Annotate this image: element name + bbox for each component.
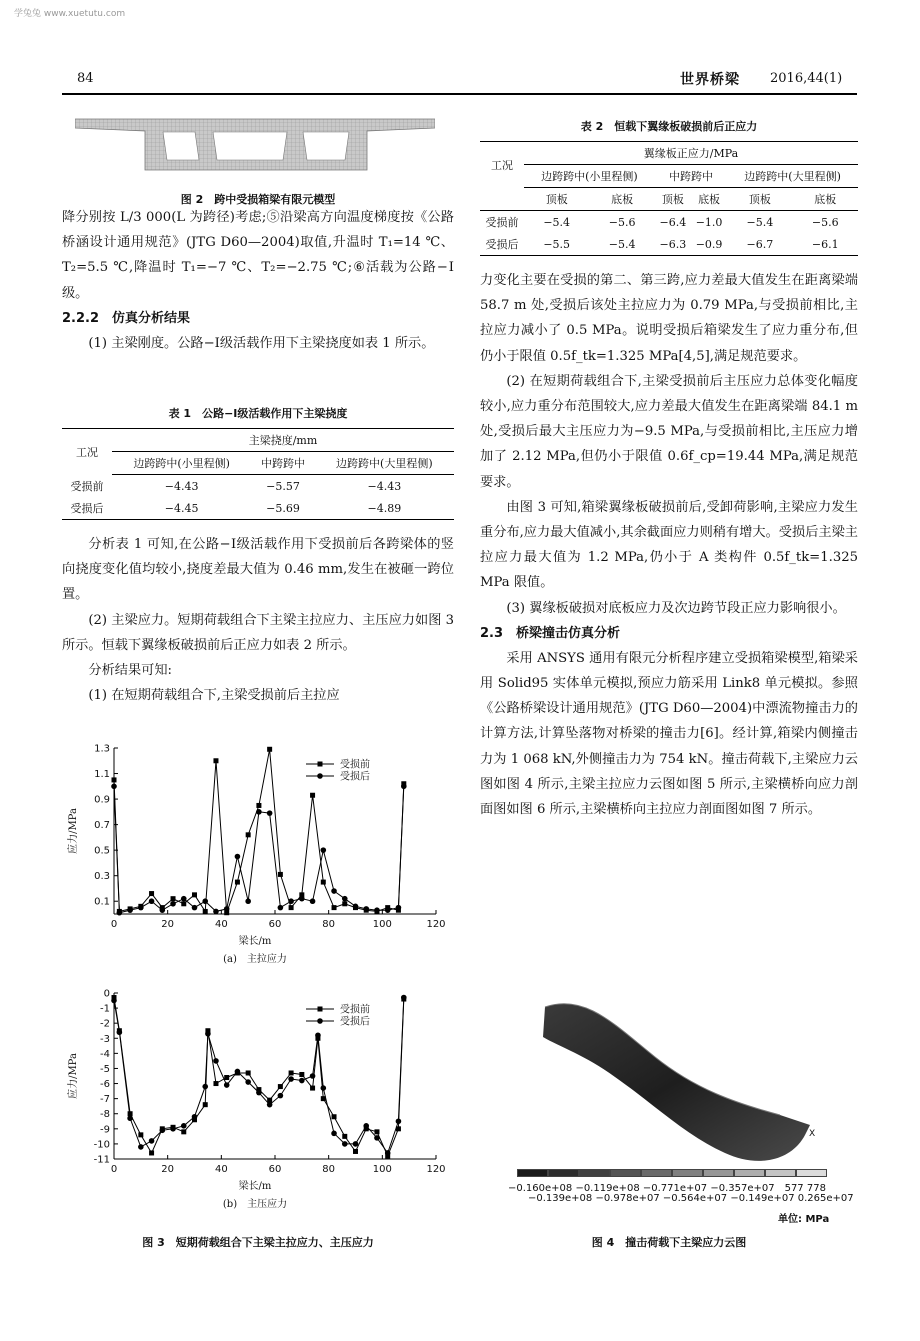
data-point (192, 1114, 198, 1120)
data-point (181, 1129, 186, 1134)
data-point (111, 998, 117, 1004)
left-text-block-1 (62, 205, 454, 356)
data-point (149, 891, 154, 896)
data-point (205, 1031, 211, 1037)
paragraph-table1-analysis: 分析表 1 可知,在公路−Ⅰ级活载作用下受损前后各跨梁体的竖向挠度变化值均较小,挠度差最大值为 0.46 mm,发生在被砸一跨位置。 (62, 537, 454, 603)
legend-marker (318, 762, 323, 767)
data-point (181, 896, 187, 902)
section-2-3-heading: 2.3 桥梁撞击仿真分析 (480, 625, 621, 641)
y-tick-label: 0.5 (94, 845, 110, 857)
section-2-2-2-heading: 2.2.2 仿真分析结果 (62, 310, 191, 326)
data-point (149, 1138, 155, 1144)
legend-label: 受损后 (340, 771, 370, 783)
stress-contour-figure (505, 985, 835, 1175)
data-point (224, 906, 230, 912)
scale-swatch (765, 1169, 796, 1177)
table-cell: −5.4 (589, 233, 654, 256)
page-number: 84 (77, 71, 94, 86)
x-tick-label: 60 (268, 919, 282, 930)
chart-principal-tension (62, 740, 454, 980)
x-tick-label: 120 (426, 1164, 446, 1175)
girder-contour-illustration (505, 985, 835, 1175)
y-tick-label: 0.7 (94, 820, 110, 832)
y-tick-label: -4 (100, 1048, 110, 1060)
table1-col: 中跨跨中 (251, 452, 314, 475)
data-point (127, 1115, 133, 1121)
table-row (480, 233, 858, 256)
scale-swatch (610, 1169, 641, 1177)
data-point (288, 898, 294, 904)
table2-group-header: 翼缘板正应力/MPa (524, 142, 858, 165)
scale-swatch (672, 1169, 703, 1177)
y-tick-label: 0.3 (94, 871, 110, 883)
data-point (288, 1076, 294, 1082)
data-point (181, 901, 186, 906)
data-point (396, 905, 402, 911)
data-point (160, 1128, 166, 1134)
table1-group-header: 主梁挠度/mm (112, 429, 454, 452)
x-tick-label: 120 (426, 919, 446, 930)
paragraph-redistribution: 由图 3 可知,箱梁翼缘板破损前后,受卸荷影响,主梁应力发生重分布,应力最大值减小,其余截面应力则稍有增大。受损后主梁主拉应力最大值为 1.2 MPa,仍小于 A 类构件 0.5f_tk=1.325 MPa 限值。 (480, 499, 858, 591)
y-tick-label: -10 (93, 1139, 110, 1151)
table-cell: −6.7 (727, 233, 792, 256)
data-point (138, 1132, 143, 1137)
y-tick-label: 1.1 (94, 769, 110, 781)
table2 (480, 141, 858, 256)
legend-label: 受损后 (340, 1016, 370, 1028)
data-point (127, 907, 133, 913)
y-tick-label: -11 (93, 1154, 110, 1166)
data-point (235, 880, 240, 885)
data-point (289, 905, 294, 910)
data-point (310, 1073, 316, 1079)
table-cell: −1.0 (695, 215, 723, 229)
data-point (224, 1075, 229, 1080)
data-point (310, 1086, 315, 1091)
fe-model-figure (75, 114, 435, 176)
y-tick-label: 0.9 (94, 794, 110, 806)
scale-labels-row1: −0.160e+08 −0.119e+08 −0.771e+07 −0.357e+07 577 778 (508, 1183, 826, 1194)
x-tick-label: 40 (214, 919, 228, 930)
table1-col: 边跨跨中(大里程侧) (315, 452, 454, 475)
table-cell: −4.43 (367, 479, 402, 493)
data-point (363, 906, 369, 912)
data-point (117, 1029, 123, 1035)
data-point (342, 901, 347, 906)
box-girder-section-illustration (75, 114, 435, 176)
data-point (315, 1032, 321, 1038)
data-point (267, 747, 272, 752)
data-point (310, 898, 316, 904)
data-point (331, 1131, 337, 1137)
table2-col-case: 工况 (480, 142, 524, 188)
y-tick-label: -2 (100, 1018, 110, 1030)
x-tick-label: 20 (161, 1164, 175, 1175)
data-point (202, 898, 208, 904)
scale-swatch (641, 1169, 672, 1177)
data-point (385, 1150, 391, 1156)
fig4-caption: 图 4 撞击荷载下主梁应力云图 (591, 1236, 747, 1249)
data-point (170, 901, 176, 907)
data-point (342, 1141, 348, 1147)
scale-swatch (579, 1169, 610, 1177)
data-point (213, 1081, 218, 1086)
data-point (321, 880, 326, 885)
data-point (374, 1129, 379, 1134)
table-cell: −0.9 (691, 233, 727, 256)
table2-subcol: 顶板 (727, 188, 792, 211)
data-point (299, 1072, 304, 1077)
paragraph-stress: (2) 主梁应力。短期荷载组合下主梁主拉应力、主压应力如图 3 所示。恒载下翼缘板破损前后正应力如表 2 所示。 (62, 612, 454, 653)
table-cell: −6.4 (659, 215, 687, 229)
y-tick-label: -3 (100, 1033, 110, 1045)
table1 (62, 428, 454, 520)
data-point (213, 758, 218, 763)
table2-span-header: 边跨跨中(小里程侧) (524, 165, 655, 188)
data-point (138, 905, 144, 911)
paragraph-flange-effect: (3) 翼缘板破损对底板应力及次边跨节段正应力影响很小。 (506, 600, 846, 616)
y-tick-label: 1.3 (94, 743, 110, 755)
table1-col: 边跨跨中(小里程侧) (112, 452, 251, 475)
table-row (62, 475, 454, 498)
data-point (321, 1085, 327, 1091)
table2-subcol: 底板 (793, 188, 858, 211)
data-point (213, 1058, 219, 1064)
data-point (256, 1090, 262, 1096)
data-point (245, 1079, 251, 1085)
y-tick-label: -7 (100, 1094, 110, 1106)
paragraph-tension-continued: 力变化主要在受损的第二、第三跨,应力差最大值发生在距离梁端 58.7 m 处,受损后该处主拉应力为 0.79 MPa,与受损前相比,主拉应力减小了 0.5 MPa。说明受损后箱梁发生了应力重分布,但仍小于限值 0.5f_tk=1.325 MPa[4,5],满足规范要求。 (480, 273, 858, 364)
table2-span-header: 中跨跨中 (655, 165, 727, 188)
data-point (289, 1070, 294, 1075)
table2-caption: 表 2 恒载下翼缘板破损前后正应力 (580, 120, 758, 133)
data-point (246, 832, 251, 837)
fig3-caption: 图 3 短期荷载组合下主梁主拉应力、主压应力 (142, 1236, 374, 1249)
data-point (278, 1084, 283, 1089)
table-cell: −5.4 (746, 215, 774, 229)
table2-subcol: 顶板 (655, 188, 691, 211)
y-tick-label: 0.1 (94, 896, 110, 908)
table-cell: −5.4 (543, 215, 571, 229)
scale-swatch (703, 1169, 734, 1177)
data-point (321, 847, 327, 853)
data-point (181, 1123, 187, 1129)
chart-subtitle: (b) 主压应力 (222, 1199, 288, 1210)
scale-unit: 单位: MPa (778, 1214, 830, 1225)
x-tick-label: 80 (322, 919, 336, 930)
x-tick-label: 0 (110, 1164, 118, 1175)
scale-swatch (734, 1169, 765, 1177)
right-text-block (480, 268, 858, 822)
data-point (401, 995, 407, 1001)
data-point (278, 905, 284, 911)
data-point (363, 1123, 369, 1129)
scale-swatch (548, 1169, 579, 1177)
scale-swatch (796, 1169, 827, 1177)
table1-caption: 表 1 公路−Ⅰ级活载作用下主梁挠度 (168, 407, 348, 420)
y-tick-label: -9 (100, 1124, 110, 1136)
legend-marker (317, 773, 323, 779)
data-point (267, 810, 273, 816)
x-tick-label: 40 (214, 1164, 228, 1175)
table-cell: −5.6 (811, 215, 839, 229)
data-point (401, 784, 407, 790)
data-point (353, 904, 359, 910)
table-cell: 受损前 (70, 479, 104, 493)
y-axis-label: 应力/MPa (68, 808, 79, 854)
legend-marker (317, 1018, 323, 1024)
x-tick-label: 100 (372, 1164, 392, 1175)
journal-title: 世界桥梁 (680, 72, 740, 88)
header-rule (62, 93, 857, 95)
chart-principal-compression (62, 985, 454, 1225)
y-tick-label: -1 (100, 1003, 110, 1015)
data-point (256, 809, 262, 815)
data-point (138, 1144, 144, 1150)
table2-subcol: 顶板 (524, 188, 589, 211)
y-tick-label: -5 (100, 1063, 110, 1075)
data-point (331, 888, 337, 894)
data-point (353, 1149, 358, 1154)
data-point (310, 793, 315, 798)
data-point (396, 1118, 402, 1124)
fig2-caption: 图 2 跨中受损箱梁有限元模型 (180, 193, 336, 206)
data-point (278, 1093, 284, 1099)
table-cell: 受损后 (480, 233, 524, 256)
watermark: 学兔兔 www.xuetutu.com (14, 9, 126, 19)
data-point (213, 909, 219, 915)
data-point (353, 1141, 359, 1147)
x-tick-label: 100 (372, 919, 392, 930)
y-tick-label: -8 (100, 1109, 110, 1121)
table-row (62, 497, 454, 520)
paragraph-compression: (2) 在短期荷载组合下,主梁受损前后主压应力总体变化幅度较小,应力重分布范围较大,应力差最大值发生在距离梁端 84.1 m 处,受损后最大主压应力为−9.5 MPa,与受损前相比,主压应力增加了 2.12 MPa,但仍小于限值 0.6f_cp=19.44 MPa,满足规范要求。 (480, 373, 858, 490)
scale-swatch (517, 1169, 548, 1177)
x-axis-label: 梁长/m (238, 936, 272, 947)
table-cell: −5.57 (266, 479, 300, 493)
paragraph-results-intro: 分析结果可知: (88, 663, 172, 679)
y-axis-label: 应力/MPa (68, 1053, 79, 1099)
data-point (342, 1134, 347, 1139)
legend-label: 受损前 (340, 1004, 370, 1016)
table-row (480, 211, 858, 234)
data-point (192, 892, 197, 897)
chart-subtitle: (a) 主拉应力 (223, 954, 287, 965)
x-tick-label: 0 (110, 919, 118, 930)
data-point (374, 1135, 380, 1141)
legend-marker (318, 1007, 323, 1012)
table2-subcol: 底板 (691, 188, 727, 211)
paragraph-temperature: 降分别按 L/3 000(L 为跨径)考虑;⑤沿梁高方向温度梯度按《公路桥涵设计通用规范》(JTG D60—2004)取值,升温时 T₁=14 ℃、T₂=5.5 ℃,降温时 T₁=−7 ℃、T₂=−2.75 ℃;⑥活载为公路−Ⅰ级。 (62, 210, 454, 301)
table-cell: −4.89 (315, 497, 454, 520)
data-point (278, 872, 283, 877)
left-text-block-2 (62, 532, 454, 708)
table-cell: −6.3 (655, 233, 691, 256)
data-point (170, 1126, 176, 1132)
data-point (332, 1114, 337, 1119)
paragraph-stiffness: (1) 主梁刚度。公路−Ⅰ级活载作用下主梁挠度如表 1 所示。 (88, 335, 435, 351)
table2-subcol: 底板 (589, 188, 654, 211)
data-point (332, 905, 337, 910)
data-point (202, 1084, 208, 1090)
data-point (149, 898, 155, 904)
data-point (203, 909, 208, 914)
data-point (256, 803, 261, 808)
data-point (111, 784, 117, 790)
data-point (245, 898, 251, 904)
svg-text:X: X (809, 1129, 816, 1139)
data-point (171, 896, 176, 901)
table-cell: 受损后 (62, 497, 112, 520)
table-cell: −5.5 (524, 233, 589, 256)
paragraph-impact-simulation: 采用 ANSYS 通用有限元分析程序建立受损箱梁模型,箱梁采用 Solid95 实体单元模拟,预应力筋采用 Link8 单元模拟。参照《公路桥梁设计通用规范》(JTG D60—2004)中漂流物撞击力的计算方法,计算坠落物对桥梁的撞击力[6]。经计算,箱梁内侧撞击力为 1 068 kN,外侧撞击力为 754 kN。撞击荷载下,主梁应力云图如图 4 所示,主梁主拉应力云图如图 5 所示,主梁横桥向应力剖面图如图 6 所示,主梁横桥向主拉应力剖面图如图 7 所示。 (480, 650, 858, 818)
data-point (160, 907, 166, 913)
data-point (342, 896, 348, 902)
table1-col-case: 工况 (62, 429, 112, 475)
x-tick-label: 60 (268, 1164, 282, 1175)
x-tick-label: 80 (322, 1164, 336, 1175)
table2-span-header: 边跨跨中(大里程侧) (727, 165, 858, 188)
table-cell: −4.45 (112, 497, 251, 520)
data-point (299, 1078, 305, 1084)
table-cell: −4.43 (164, 479, 199, 493)
data-point (385, 907, 391, 913)
data-point (235, 1069, 241, 1075)
table-cell: 受损前 (485, 216, 519, 229)
table-cell: −5.6 (608, 215, 636, 229)
data-point (299, 896, 305, 902)
table-cell: −5.69 (251, 497, 314, 520)
x-tick-label: 20 (161, 919, 175, 930)
paragraph-tension-start: (1) 在短期荷载组合下,主梁受损前后主拉应 (88, 688, 340, 704)
legend-label: 受损前 (340, 759, 370, 771)
y-tick-label: 0 (103, 988, 110, 1000)
data-point (203, 1102, 208, 1107)
data-point (192, 905, 198, 911)
data-point (235, 854, 241, 860)
table-cell: −6.1 (793, 233, 858, 256)
data-point (374, 907, 380, 913)
data-point (112, 777, 117, 782)
x-axis-label: 梁长/m (238, 1181, 272, 1192)
data-point (117, 910, 123, 916)
data-point (246, 1070, 251, 1075)
y-tick-label: -6 (100, 1079, 110, 1091)
data-point (224, 1082, 230, 1088)
data-point (267, 1102, 273, 1108)
journal-issue: 2016,44(1) (770, 71, 843, 86)
contour-color-scale (517, 1169, 827, 1177)
scale-labels-row2: −0.139e+08 −0.978e+07 −0.564e+07 −0.149e+07 0.265e+07 (528, 1193, 854, 1204)
data-point (149, 1150, 154, 1155)
